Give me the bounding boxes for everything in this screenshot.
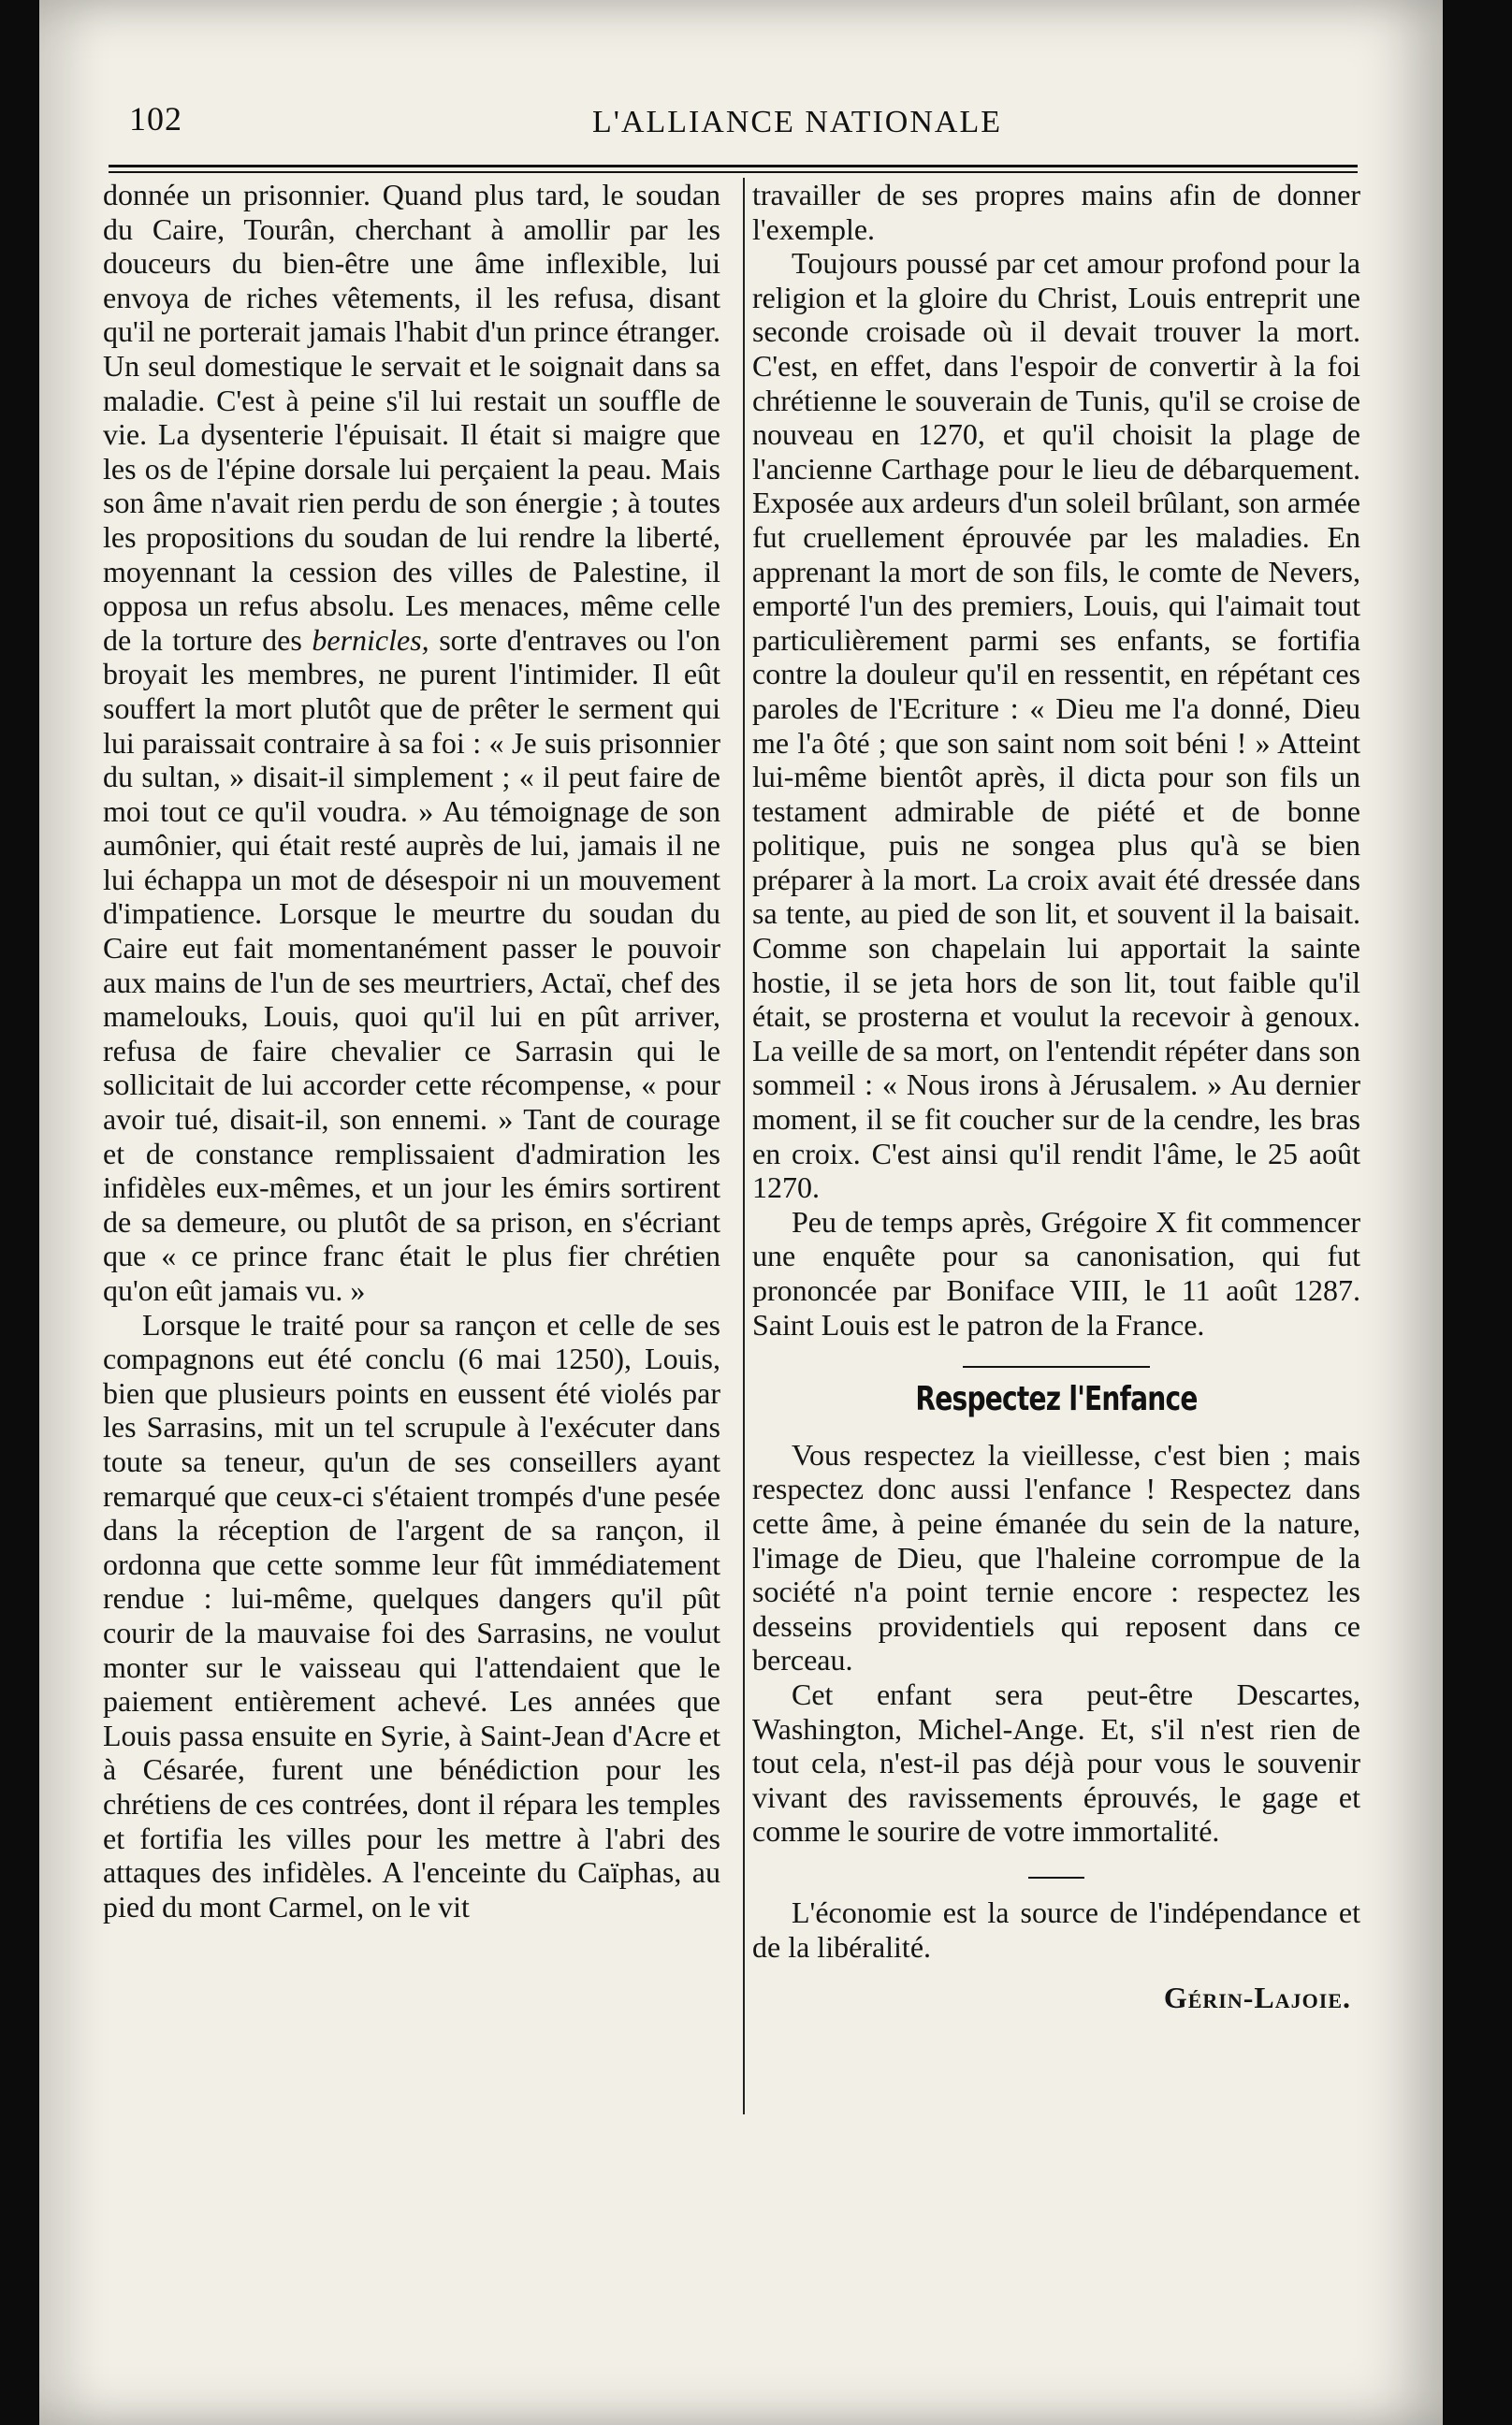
section-rule: [963, 1366, 1150, 1368]
paragraph: Vous respectez la vieillesse, c'est bien ; mais respectez donc aussi l'enfance ! Respectez dans cette âme, à peine émanée du sein de la nature, l'image de Dieu, que l'haleine corrompue de la société n'a point ternie encore : respectez les desseins providentiels qui reposent dans ce berceau.: [752, 1437, 1360, 1677]
separator-rule: [1028, 1877, 1084, 1879]
header-rule: [109, 165, 1358, 173]
section-title: Respectez l'Enfance: [915, 1380, 1198, 1419]
page-number: 102: [129, 100, 182, 138]
paragraph: Peu de temps après, Grégoire X fit commencer une enquête pour sa canonisation, qui fut prononcée par Boniface VIII, le 11 août 1287. Saint Louis est le patron de la France.: [752, 1204, 1360, 1342]
column-divider: [743, 178, 745, 2114]
signature: Gérin-Lajoie.: [1163, 1981, 1351, 2015]
running-head: L'ALLIANCE NATIONALE: [592, 105, 1002, 139]
right-column: [752, 178, 1360, 2015]
italic-term: bernicles,: [312, 622, 429, 657]
paragraph: travailler de ses propres mains afin de donner l'exemple.: [752, 178, 1360, 246]
paragraph: Cet enfant sera peut-être Descartes, Washington, Michel-Ange. Et, s'il n'est rien de tout cela, n'est-il pas déjà pour vous le souvenir vivant des ravissements éprouvés, le gage et comme le sourire de votre immortalité.: [752, 1677, 1360, 1849]
paragraph: donnée un prisonnier. Quand plus tard, le soudan du Caire, Tourân, cherchant à amollir par les douceurs du bien-être une âme inflexible, lui envoya de riches vêtements, il les refusa, disant qu'il ne porterait jamais l'habit d'un prince étranger. Un seul domestique le servait et le soignait dans sa maladie. C'est à peine s'il lui restait un souffle de vie. La dysenterie l'épuisait. Il était si maigre que les os de l'épine dorsale lui perçaient la peau. Mais son âme n'avait rien perdu de son énergie ; à toutes les propositions du soudan de lui rendre la liberté, moyennant la cession des villes de Palestine, il opposa un refus absolu. Les menaces, même celle de la torture des bernicles, sorte d'entraves ou l'on broyait les membres, ne purent l'intimider. Il eût souffert la mort plutôt que de prêter le serment qui lui paraissait contraire à sa foi : « Je suis prisonnier du sultan, » disait-il simplement ; « il peut faire de moi tout ce qu'il voudra. » Au témoignage de son aumônier, qui était resté auprès de lui, jamais il ne lui échappa un mot de désespoir ni un mouvement d'impatience. Lorsque le meurtre du soudan du Caire eut fait momentanément passer le pouvoir aux mains de l'un de ses meurtriers, Actaï, chef des mamelouks, Louis, quoi qu'il lui en pût arriver, refusa de faire chevalier ce Sarrasin qui le sollicitait de lui accorder cette récompense, « pour avoir tué, disait-il, son ennemi. » Tant de courage et de constance remplissaient d'admiration les infidèles eux-mêmes, et un jour les émirs sortirent de sa demeure, ou plutôt de sa prison, en s'écriant que « ce prince franc était le plus fier chrétien qu'on eût jamais vu. »: [103, 178, 721, 1307]
left-column: [103, 178, 720, 1924]
paragraph: Toujours poussé par cet amour profond pour la religion et la gloire du Christ, Louis entreprit une seconde croisade où il devait trouver la mort. C'est, en effet, dans l'espoir de convertir à la foi chrétienne le souverain de Tunis, qu'il se croise de nouveau en 1270, et qu'il choisit la plage de l'ancienne Carthage pour le lieu de débarquement. Exposée aux ardeurs d'un soleil brûlant, son armée fut cruellement éprouvée par les maladies. En apprenant la mort de son fils, le comte de Nevers, emporté l'un des premiers, Louis, qui l'aimait tout particulièrement parmi ses enfants, se fortifia contre la douleur qu'il en ressentit, en répétant ces paroles de l'Ecriture : « Dieu me l'a donné, Dieu me l'a ôté ; que son saint nom soit béni ! » Atteint lui-même bientôt après, il dicta pour son fils un testament admirable de piété et de bonne politique, puis ne songea plus qu'à se bien préparer à la mort. La croix avait été dressée dans sa tente, au pied de son lit, et souvent il la baisait. Comme son chapelain lui apportait la sainte hostie, il se jeta hors de son lit, tout faible qu'il était, se prosterna et voulut la recevoir à genoux. La veille de sa mort, on l'entendit répéter dans son sommeil : « Nous irons à Jérusalem. » Au dernier moment, il se fit coucher sur de la cendre, les bras en croix. C'est ainsi qu'il rendit l'âme, le 25 août 1270.: [752, 246, 1360, 1205]
paragraph: Lorsque le traité pour sa rançon et celle de ses compagnons eut été conclu (6 mai 1250), Louis, bien que plusieurs points en eussent été violés par les Sarrasins, mit un tel scrupule à l'exécuter dans toute sa teneur, qu'un de ses conseillers ayant remarqué que ceux-ci s'étaient trompés d'une pesée dans la réception de l'argent de sa rançon, il ordonna que cette somme leur fût immédiatement rendue : lui-même, quelques dangers qu'il pût courir de la mauvaise foi des Sarrasins, ne voulut monter sur le vaisseau qui l'attendaient que le paiement entièrement achevé. Les années que Louis passa ensuite en Syrie, à Saint-Jean d'Acre et à Césarée, furent une bénédiction pour les chrétiens de ces contrées, dont il répara les temples et fortifia les villes pour les mettre à l'abri des attaques des infidèles. A l'enceinte du Caïphas, au pied du mont Carmel, on le vit: [103, 1307, 720, 1924]
paragraph: L'économie est la source de l'indépendance et de la libéralité.: [752, 1895, 1360, 1964]
